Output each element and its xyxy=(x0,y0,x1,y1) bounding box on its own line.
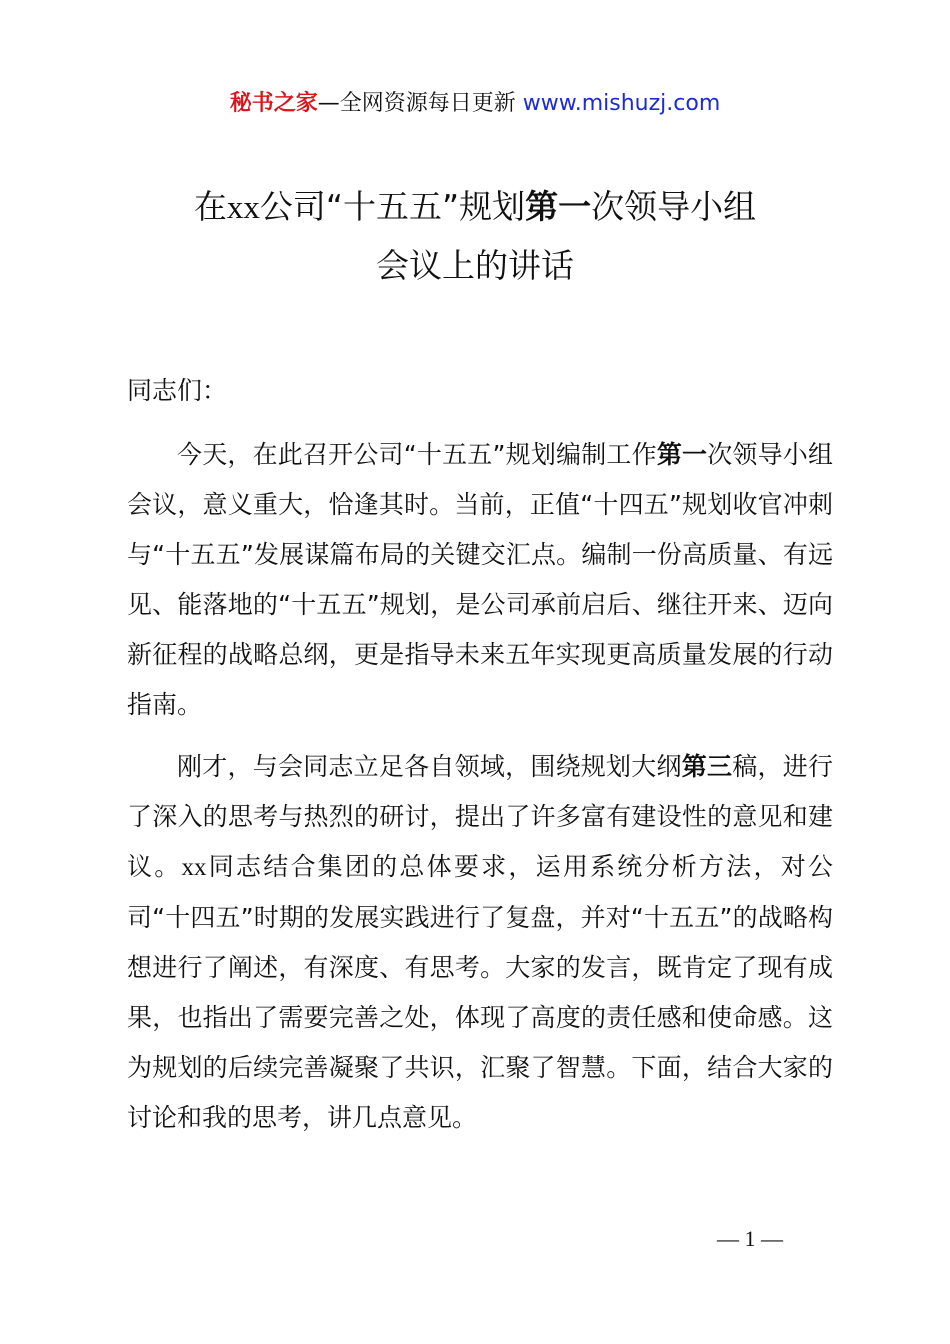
paragraph-text: 同志结合集团的总体要求，运用系统分析方法，对公司“十四五”时期的发展实践进行了复盘，并对“十五五”的战略构想进行了阐述，有深度、有思考。大家的发言，既肯定了现有成果，也指出了需要完善之处，体现了高度的责任感和使命感。这为规划的后续完善凝聚了共识，汇聚了智慧。下面，结合大家的讨论和我的思考，讲几点意见。 xyxy=(127,852,833,1132)
title-line-1 xyxy=(0,178,950,237)
paragraph-text: 稿，进行了深入的思考与热烈的研讨，提出了许多富有建设性的意见和建议。 xyxy=(127,752,833,881)
title-text: 在 xyxy=(193,187,227,226)
paragraph-text: 今天，在此召开公司“十五五”规划编制工作 xyxy=(177,440,657,469)
paragraph-text: 刚才，与会同志立足各自领域，围绕规划大纲 xyxy=(177,752,682,781)
salutation: 同志们： xyxy=(127,376,228,405)
paragraph-1 xyxy=(127,430,833,730)
header-url-link[interactable]: www.mishuzj.com xyxy=(522,91,721,116)
paragraph-text: 次领导小组会议，意义重大，恰逢其时。当前，正值“十四五”规划收官冲刺与“十五五”发展谋篇布局的关键交汇点。编制一份高质量、有远见、能落地的“十五五”规划，是公司承前启后、继往开来、迈向新征程的战略总纲，更是指导未来五年实现更高质量发展的行动指南。 xyxy=(127,440,833,719)
title-text: 公司“十五五”规划 xyxy=(259,187,526,226)
title-line-2: 会议上的讲话 xyxy=(376,246,574,285)
paragraph-bold-text: 第三 xyxy=(681,752,733,781)
document-title xyxy=(0,178,950,295)
document-header xyxy=(0,88,950,120)
page-number: — 1 — xyxy=(717,1226,783,1251)
brand-name: 秘书之家 xyxy=(229,91,318,116)
header-tagline: —全网资源每日更新 xyxy=(317,91,523,116)
paragraph-bold-text: 第一 xyxy=(656,440,708,469)
title-bold-text: 第一 xyxy=(525,187,592,226)
title-placeholder: xx xyxy=(226,190,260,226)
paragraph-2 xyxy=(127,742,833,1143)
title-text: 次领导小组 xyxy=(591,187,757,226)
paragraph-placeholder: xx xyxy=(181,854,207,881)
